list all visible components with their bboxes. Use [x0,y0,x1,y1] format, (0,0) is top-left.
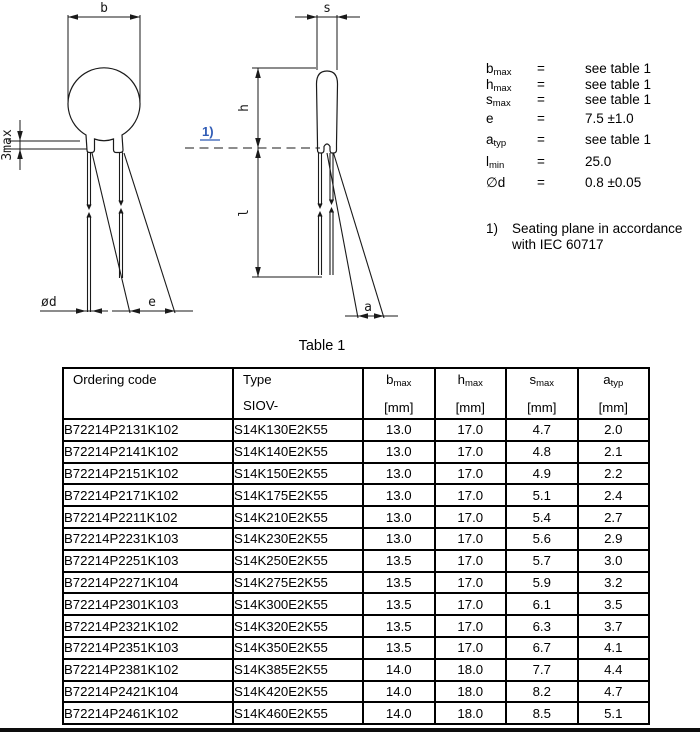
dimension-cell: 14.0 [363,681,435,703]
dimension-cell: 14.0 [363,659,435,681]
table-row [63,506,649,528]
dimension-cell: 8.5 [506,702,578,724]
type-cell: S14K230E2K55 [233,528,363,550]
column-header: Type SIOV- [233,368,363,419]
ordering-code-cell: B72214P2131K102 [63,419,233,441]
dim-s [295,15,360,70]
type-cell: S14K140E2K55 [233,441,363,463]
seating-plane-note-ref-link[interactable]: 1) [202,124,214,139]
legend-symbol: e [486,110,494,126]
dimension-cell: 2.4 [578,484,650,506]
dimension-cell: 5.7 [506,550,578,572]
legend-symbol: $s_{max}$ [486,92,511,109]
dimension-cell: 6.3 [506,615,578,637]
side-view-drawing [185,14,398,319]
table-row [63,702,649,724]
type-cell: S14K250E2K55 [233,550,363,572]
legend-row [486,172,691,194]
dimension-cell: 17.0 [435,506,507,528]
legend-symbol: $h_{max}$ [486,76,512,94]
dimension-cell: 13.5 [363,572,435,594]
dimension-cell: 3.5 [578,593,650,615]
dimension-cell: 5.6 [506,528,578,550]
column-header: $b_{max}$ [mm] [363,368,435,419]
dimension-cell: 5.4 [506,506,578,528]
dimension-cell: 4.1 [578,637,650,659]
dim-label-3max: 3max [0,129,15,161]
ordering-code-cell: B72214P2141K102 [63,441,233,463]
dimension-cell: 2.1 [578,441,650,463]
table-row [63,441,649,463]
dimension-cell: 5.1 [578,702,650,724]
table-title: Table 1 [298,338,346,354]
legend-equals: = [537,76,545,92]
dimension-cell: 17.0 [435,441,507,463]
ordering-code-cell: B72214P2151K102 [63,463,233,485]
table-header [63,368,649,419]
type-cell: S14K210E2K55 [233,506,363,528]
dimension-drawing [0,0,460,330]
dimension-cell: 13.0 [363,484,435,506]
dimension-cell: 4.7 [506,419,578,441]
table-row [63,484,649,506]
dim-label-a: a [364,300,372,315]
footnote-ref: 1) [486,221,499,236]
table-row [63,528,649,550]
dimension-cell: 14.0 [363,702,435,724]
legend-equals: = [537,61,545,76]
ordering-code-cell: B72214P2351K103 [63,637,233,659]
dimension-cell: 18.0 [435,702,507,724]
dimension-cell: 17.0 [435,572,507,594]
dimension-cell: 17.0 [435,593,507,615]
dim-label-d: ød [41,295,57,310]
legend-symbol: $l_{min}$ [486,153,505,171]
legend-symbol: $b_{max}$ [486,61,512,78]
dim-label-h: h [237,104,252,112]
dimension-cell: 13.5 [363,615,435,637]
dimension-cell: 17.0 [435,615,507,637]
dimension-cell: 6.7 [506,637,578,659]
legend-row [486,61,691,77]
dimension-cell: 13.5 [363,550,435,572]
legend-row [486,92,691,108]
type-cell: S14K150E2K55 [233,463,363,485]
dimension-cell: 8.2 [506,681,578,703]
dimension-cell: 17.0 [435,528,507,550]
dimension-cell: 2.0 [578,419,650,441]
ordering-code-cell: B72214P2321K102 [63,615,233,637]
table-row [63,681,649,703]
ordering-code-cell: B72214P2271K104 [63,572,233,594]
legend-equals: = [537,92,545,107]
type-cell: S14K130E2K55 [233,419,363,441]
dimension-cell: 2.9 [578,528,650,550]
front-splayed-leads [92,153,175,313]
column-header: $h_{max}$ [mm] [435,368,507,419]
table-row [63,463,649,485]
dimension-cell: 13.5 [363,637,435,659]
table-row [63,572,649,594]
dimension-cell: 13.0 [363,419,435,441]
dimension-cell: 5.9 [506,572,578,594]
table-row [63,550,649,572]
dimension-cell: 4.9 [506,463,578,485]
type-cell: S14K350E2K55 [233,637,363,659]
dimension-cell: 17.0 [435,463,507,485]
dimensions-table [62,367,650,725]
legend-equals: = [537,175,545,190]
front-leads [88,153,123,313]
ordering-code-cell: B72214P2231K103 [63,528,233,550]
dimension-cell: 6.1 [506,593,578,615]
legend-value: see table 1 [585,61,652,76]
dim-3max [8,120,87,170]
dimension-cell: 7.7 [506,659,578,681]
dimension-cell: 5.1 [506,484,578,506]
page-footer-rule [0,728,700,732]
dimension-cell: 17.0 [435,637,507,659]
ordering-code-cell: B72214P2421K104 [63,681,233,703]
table-row [63,593,649,615]
legend-symbol: ∅d [486,175,506,190]
legend-row [486,129,691,151]
dimension-cell: 17.0 [435,419,507,441]
dim-label-s: s [323,1,331,16]
dimension-cell: 4.4 [578,659,650,681]
type-cell: S14K175E2K55 [233,484,363,506]
dim-label-b: b [100,1,108,16]
legend-value: 7.5 ±1.0 [585,110,634,126]
legend-value: see table 1 [585,92,652,107]
column-header: $a_{typ}$ [mm] [578,368,650,419]
legend-equals: = [537,132,545,147]
legend-equals: = [537,110,545,126]
dimension-legend [486,61,691,194]
table-row [63,419,649,441]
type-cell: S14K320E2K55 [233,615,363,637]
legend-value: 25.0 [585,153,612,169]
dimension-cell: 4.7 [578,681,650,703]
legend-symbol: $a_{typ}$ [486,132,507,149]
dimension-cell: 3.2 [578,572,650,594]
ordering-code-cell: B72214P2211K102 [63,506,233,528]
legend-row [486,108,691,130]
dimension-cell: 13.0 [363,441,435,463]
type-cell: S14K460E2K55 [233,702,363,724]
varistor-side-body [317,71,338,153]
dimension-cell: 13.0 [363,528,435,550]
ordering-code-cell: B72214P2461K102 [63,702,233,724]
legend-row [486,77,691,93]
varistor-disc-body [68,68,140,153]
dim-label-e: e [148,295,156,310]
dimension-cell: 13.0 [363,506,435,528]
type-cell: S14K420E2K55 [233,681,363,703]
type-cell: S14K275E2K55 [233,572,363,594]
footnote [486,221,696,253]
legend-value: see table 1 [585,76,652,92]
legend-value: see table 1 [585,132,652,147]
dimension-cell: 2.2 [578,463,650,485]
dimension-cell: 17.0 [435,550,507,572]
dimension-cell: 18.0 [435,681,507,703]
ordering-code-cell: B72214P2381K102 [63,659,233,681]
table-row [63,637,649,659]
dimension-cell: 13.5 [363,593,435,615]
legend-row [486,151,691,173]
table-row [63,615,649,637]
dimension-cell: 17.0 [435,484,507,506]
dim-h-l [252,68,322,277]
table-row [63,659,649,681]
dimension-cell: 2.7 [578,506,650,528]
legend-equals: = [537,153,545,169]
dimension-cell: 3.0 [578,550,650,572]
dimension-cell: 13.0 [363,463,435,485]
ordering-code-cell: B72214P2301K103 [63,593,233,615]
dim-label-l: l [237,209,252,217]
column-header: Ordering code [63,368,233,419]
type-cell: S14K385E2K55 [233,659,363,681]
ordering-code-cell: B72214P2251K103 [63,550,233,572]
side-splayed-leads [327,153,384,318]
dimension-cell: 4.8 [506,441,578,463]
dimension-cell: 18.0 [435,659,507,681]
front-view-drawing [8,14,193,314]
legend-value: 0.8 ±0.05 [585,175,642,190]
type-cell: S14K300E2K55 [233,593,363,615]
ordering-code-cell: B72214P2171K102 [63,484,233,506]
footnote-text: Seating plane in accordance with IEC 60717 [512,221,683,252]
dimension-cell: 3.7 [578,615,650,637]
column-header: $s_{max}$ [mm] [506,368,578,419]
